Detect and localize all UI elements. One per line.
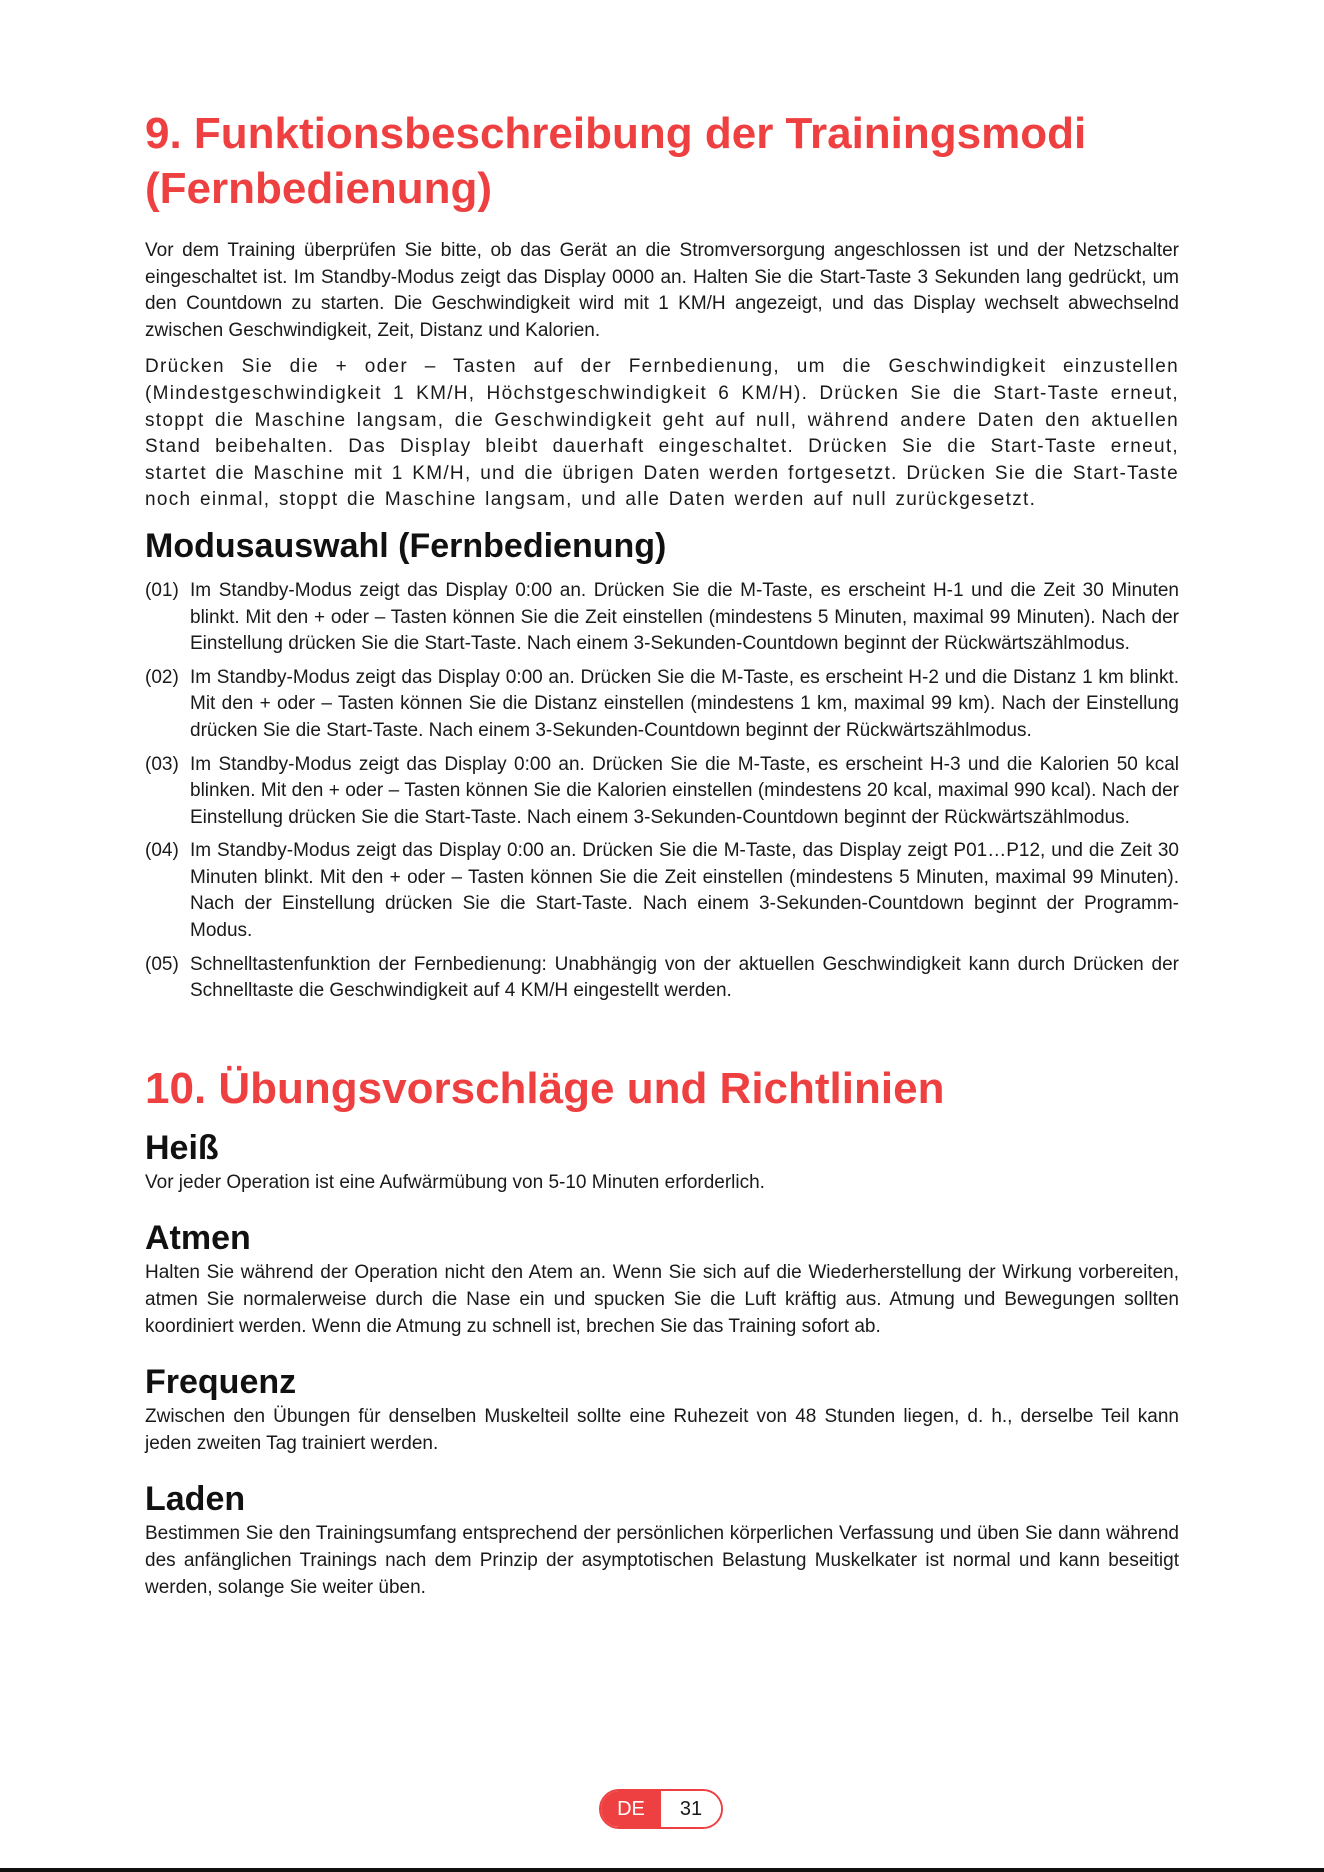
subsection-breathing: [145, 1216, 1179, 1340]
bottom-border: [0, 1868, 1324, 1872]
language-label: DE: [601, 1791, 661, 1827]
mode-item: [145, 952, 1179, 1005]
section-9-title-line2: (Fernbedienung): [145, 164, 493, 213]
mode-text: Im Standby-Modus zeigt das Display 0:00 an. Drücken Sie die M-Taste, es erscheint H-1 und die Zeit 30 Minuten blinkt. Mit den + oder – Tasten können Sie die Zeit einstellen (mindestens 5 Minuten, maximal 99 Minuten). Nach der Einstellung drücken Sie die Start-Taste. Nach einem 3-Sekunden-Countdown beginnt der Rückwärtszählmodus.: [190, 579, 1179, 655]
section-9-title: [145, 106, 1179, 216]
subsection-warmup: [145, 1126, 1179, 1197]
mode-number: (01): [145, 579, 179, 601]
mode-text: Im Standby-Modus zeigt das Display 0:00 an. Drücken Sie die M-Taste, es erscheint H-3 und die Kalorien 50 kcal blinken. Mit den + oder – Tasten können Sie die Kalorien einstellen (mindestens 20 kcal, maximal 990 kcal). Nach der Einstellung drücken Sie die Start-Taste. Nach einem 3-Sekunden-Countdown beginnt der Rückwärtszählmodus.: [190, 753, 1179, 828]
page-footer-badge: [599, 1789, 723, 1829]
section-9-paragraph-2: Drücken Sie die + oder – Tasten auf der Fernbedienung, um die Geschwindigkeit einzustellen (Mindestgeschwindigkeit 1 KM/H, Höchstgeschwindigkeit 6 KM/H). Drücken Sie die Start-Taste erneut, stoppt die Maschine langsam, die Geschwindigkeit geht auf null, während andere Daten den aktuellen Stand beibehalten. Das Display bleibt dauerhaft eingeschaltet. Drücken Sie die Start-Taste erneut, startet die Maschine mit 1 KM/H, und die übrigen Daten werden fortgesetzt. Drücken Sie die Start-Taste noch einmal, stoppt die Maschine langsam, und alle Daten werden auf null zurückgesetzt.: [145, 356, 1179, 511]
subsection-heading: Heiß: [145, 1128, 219, 1167]
mode-list: [145, 578, 1179, 1005]
mode-number: (02): [145, 666, 179, 688]
subsection-load: [145, 1477, 1179, 1601]
subsection-text: Halten Sie während der Operation nicht den Atem an. Wenn Sie sich auf die Wiederherstellung der Wirkung vorbereiten, atmen Sie normalerweise durch die Nase ein und spucken Sie die Luft kräftig aus. Atmung und Bewegungen sollten koordiniert werden. Wenn die Atmung zu schnell ist, brechen Sie das Training sofort ab.: [145, 1262, 1179, 1337]
subsection-text: Bestimmen Sie den Trainingsumfang entsprechend der persönlichen körperlichen Verfassung und üben Sie dann während des anfänglichen Trainings nach dem Prinzip der asymptotischen Belastung Muskelkater ist normal und kann beseitigt werden, solange Sie weiter üben.: [145, 1523, 1179, 1598]
mode-number: (03): [145, 753, 179, 775]
subsection-heading: Frequenz: [145, 1363, 297, 1402]
mode-text: Im Standby-Modus zeigt das Display 0:00 an. Drücken Sie die M-Taste, das Display zeigt P01…P12, und die Zeit 30 Minuten blinkt. Mit den + oder – Tasten können Sie die Zeit einstellen (mindestens 5 Minuten, maximal 99 Minuten). Nach der Einstellung drücken Sie die Start-Taste. Nach einem 3-Sekunden-Countdown beginnt der Programm-Modus.: [190, 840, 1179, 942]
subsection-text: Vor jeder Operation ist eine Aufwärmübung von 5-10 Minuten erforderlich.: [145, 1171, 765, 1193]
mode-item: [145, 665, 1179, 745]
section-10-title: 10. Übungsvorschläge und Richtlinien: [145, 1063, 945, 1113]
manual-page: [145, 106, 1179, 1617]
mode-item: [145, 838, 1179, 944]
mode-item: [145, 752, 1179, 832]
subsection-frequency: [145, 1360, 1179, 1457]
mode-text: Schnelltastenfunktion der Fernbedienung: Unabhängig von der aktuellen Geschwindigkeit kann durch Drücken der Schnelltaste die Geschwindigkeit auf 4 KM/H eingestellt werden.: [190, 953, 1179, 1002]
mode-text: Im Standby-Modus zeigt das Display 0:00 an. Drücken Sie die M-Taste, es erscheint H-2 und die Distanz 1 km blinkt. Mit den + oder – Tasten können Sie die Distanz einstellen (mindestens 1 km, maximal 99 km). Nach der Einstellung drücken Sie die Start-Taste. Nach einem 3-Sekunden-Countdown beginnt der Rückwärtszählmodus.: [190, 666, 1179, 741]
mode-number: (05): [145, 953, 179, 975]
page-number: 31: [661, 1791, 721, 1827]
subsection-heading: Atmen: [145, 1219, 251, 1258]
subsection-heading: Laden: [145, 1480, 246, 1519]
mode-item: [145, 578, 1179, 658]
section-9-paragraph-1: Vor dem Training überprüfen Sie bitte, ob das Gerät an die Stromversorgung angeschlossen ist und der Netzschalter eingeschaltet ist. Im Standby-Modus zeigt das Display 0000 an. Halten Sie die Start-Taste 3 Sekunden lang gedrückt, um den Countdown zu starten. Die Geschwindigkeit wird mit 1 KM/H angezeigt, und das Display wechselt abwechselnd zwischen Geschwindigkeit, Zeit, Distanz und Kalorien.: [145, 240, 1179, 341]
mode-selection-heading: Modusauswahl (Fernbedienung): [145, 526, 667, 565]
section-9-title-line1: 9. Funktionsbeschreibung der Trainingsmodi: [145, 109, 1087, 158]
mode-number: (04): [145, 840, 179, 862]
section-10-subsections: [145, 1126, 1179, 1601]
subsection-text: Zwischen den Übungen für denselben Muskelteil sollte eine Ruhezeit von 48 Stunden liegen, d. h., derselbe Teil kann jeden zweiten Tag trainiert werden.: [145, 1406, 1179, 1454]
